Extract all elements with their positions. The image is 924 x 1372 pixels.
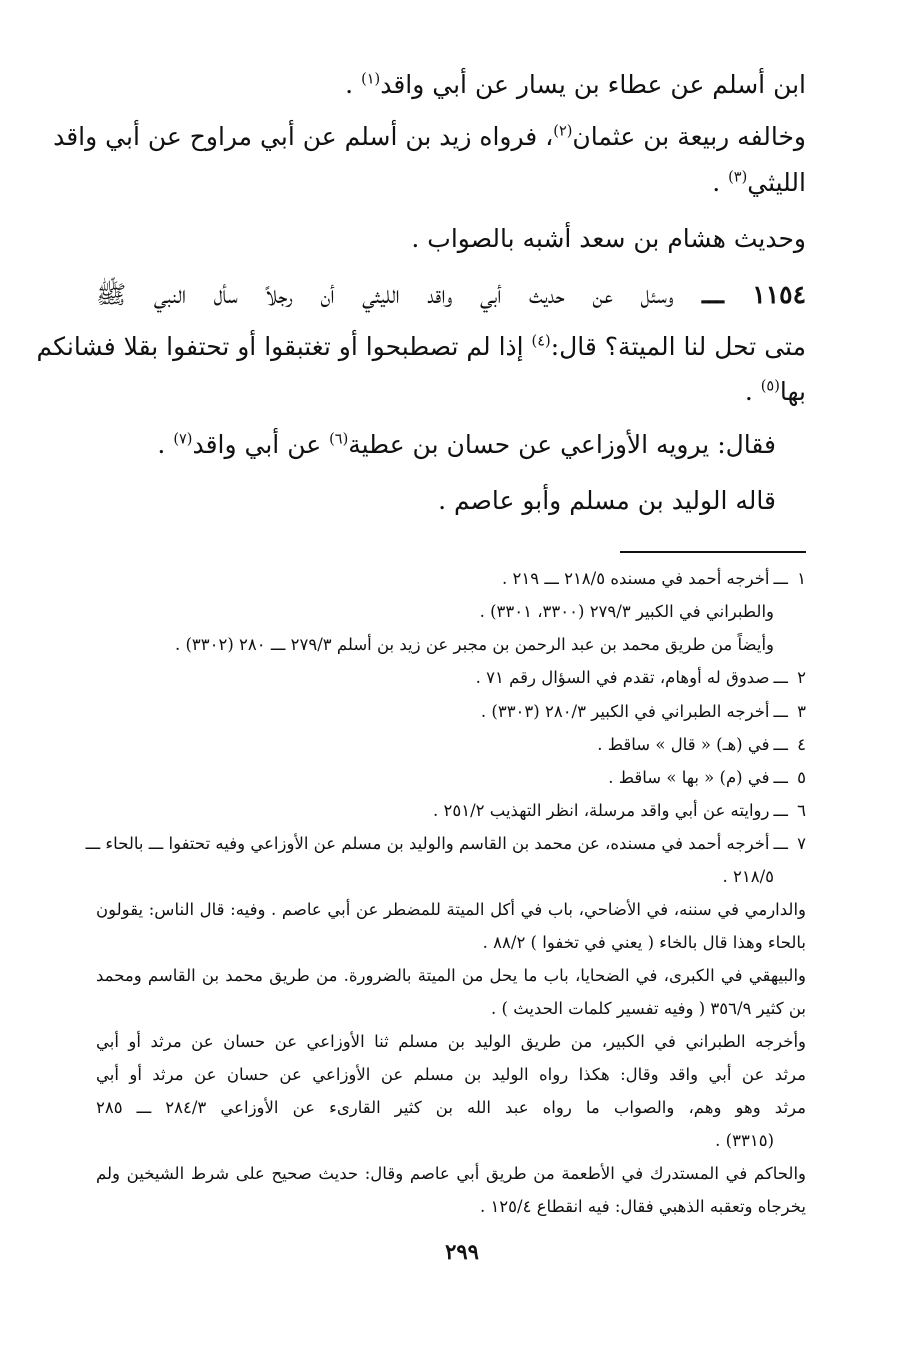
- main-line-1: ابن أسلم عن عطاء بن يسار عن أبي واقد$^{(١)}$ .: [345, 70, 806, 99]
- footnote-7-line-9: مرثد وهو وهم، والصواب ما رواه عبد الله بن كثير القارىء عن الأوزاعي ٢٨٤/٣ ـــ ٢٨٥: [96, 1098, 806, 1117]
- footnote-ref-1: (١): [361, 71, 381, 88]
- footnote-3: ٣ـــأخرجه الطبراني في الكبير ٢٨٠/٣ (٣٣٠٣) .: [480, 702, 806, 721]
- hadith-number: ١١٥٤: [752, 280, 806, 309]
- footnote-7-line-4: بالحاء وهذا قال بالخاء ( يعني في تخفوا ) ٨٨/٢ .: [482, 933, 806, 952]
- footnote-ref-3: (٣): [728, 169, 748, 186]
- main-line-6: متى تحل لنا الميتة؟ قال:$^{(٤)}$ إذا لم تصطبحوا أو تغتبقوا أو تحتفوا بقلا فشانكم: [36, 332, 806, 361]
- main-line-7: بها$^{(٥)}$ .: [744, 377, 806, 406]
- footnote-2: ٢ـــصدوق له أوهام، تقدم في السؤال رقم ٧١ .: [475, 668, 806, 687]
- footnote-1: ١ـــأخرجه أحمد في مسنده ٢١٨/٥ ـــ ٢١٩ .: [501, 569, 806, 588]
- footnote-ref-2: (٢): [553, 123, 573, 140]
- hadith-heading: ١١٥٤ ـــ وسئل عن حديث أبي واقد الليثي أن رجلاً سأل النبي ﷺ: [96, 280, 806, 309]
- footnote-7-line-7: وأخرجه الطبراني في الكبير، من طريق الوليد بن مسلم ثنا الأوزاعي عن حسان عن مرثد أو أبي: [96, 1032, 806, 1051]
- footnote-ref-4: (٤): [531, 333, 551, 350]
- footnote-7-line-3: والدارمي في سننه، في الأضاحي، باب في أكل الميتة للمضطر عن أبي عاصم . وفيه: قال الناس: يقولون: [96, 900, 806, 919]
- footnote-7-line-12: يخرجاه وتعقبه الذهبي فقال: فيه انقطاع ١٢٥/٤ .: [479, 1197, 806, 1216]
- main-line-3: الليثي$^{(٣)}$ .: [712, 168, 806, 197]
- footnote-7-line-8: مرثد عن أبي واقد وقال: هكذا رواه الوليد بن مسلم عن الأوزاعي عن حسان عن مرثد أو أبي: [96, 1065, 806, 1084]
- footnote-7: ٧ـــأخرجه أحمد في مسنده، عن محمد بن القاسم والوليد بن مسلم عن الأوزاعي وفيه تحتفوا ـــ بالحاء ـــ: [85, 834, 806, 853]
- footnote-7-line-6: بن كثير ٣٥٦/٩ ( وفيه تفسير كلمات الحديث ) .: [491, 999, 806, 1018]
- footnote-ref-5: (٥): [760, 378, 780, 395]
- footnote-5: ٥ـــفي (م) « بها » ساقط .: [608, 768, 806, 787]
- footnote-ref-6: (٦): [329, 431, 349, 448]
- footnote-7-line-10: (٣٣١٥) .: [715, 1131, 774, 1150]
- page-number: ٢٩٩: [445, 1239, 479, 1264]
- footnote-ref-7: (٧): [173, 431, 193, 448]
- footnote-1-cont-b: وأيضاً من طريق محمد بن عبد الرحمن بن مجبر عن زيد بن أسلم ٢٧٩/٣ ـــ ٢٨٠ (٣٣٠٢) .: [174, 635, 774, 654]
- footnote-7-line-11: والحاكم في المستدرك في الأطعمة من طريق أبي عاصم وقال: حديث صحيح على شرط الشيخين ولم: [96, 1164, 806, 1183]
- footnote-7-line-5: والبيهقي في الكبرى، في الضحايا، باب ما يحل من الميتة بالضرورة. من طريق محمد بن القاسم ومحمد: [96, 966, 806, 985]
- main-line-9: قاله الوليد بن مسلم وأبو عاصم .: [438, 486, 776, 515]
- footnote-7-line-2: ٢١٨/٥ .: [722, 867, 774, 886]
- footnote-divider: [620, 551, 806, 553]
- main-line-4: وحديث هشام بن سعد أشبه بالصواب .: [411, 224, 806, 253]
- main-line-8: فقال: يرويه الأوزاعي عن حسان بن عطية$^{(٦)}$ عن أبي واقد$^{(٧)}$ .: [157, 430, 776, 459]
- footnote-4: ٤ـــفي (هـ) « قال » ساقط .: [597, 735, 806, 754]
- footnote-6: ٦ـــروايته عن أبي واقد مرسلة، انظر التهذيب ٢٥١/٢ .: [433, 801, 806, 820]
- main-line-2: وخالفه ربيعة بن عثمان$^{(٢)}$، فرواه زيد بن أسلم عن أبي مراوح عن أبي واقد: [53, 122, 806, 151]
- footnote-1-cont-a: والطبراني في الكبير ٢٧٩/٣ (٣٣٠٠، ٣٣٠١) .: [479, 602, 774, 621]
